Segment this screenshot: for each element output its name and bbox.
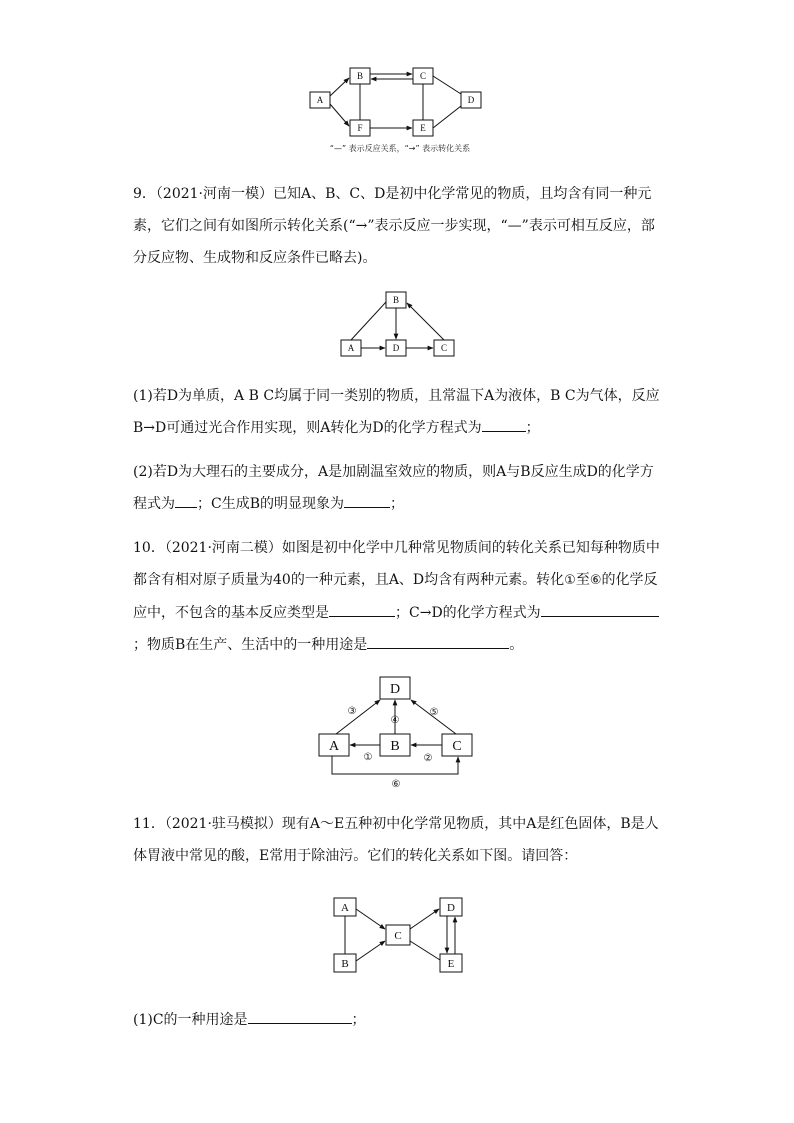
q10-edge-label-2: ②: [423, 753, 433, 764]
q10-edge-label-1: ①: [363, 752, 373, 763]
q10-stem-end: 。: [509, 637, 524, 653]
q10-edge-label-5: ⑤: [429, 707, 439, 718]
q11-label-B: B: [341, 958, 349, 970]
q9-sub2: [133, 456, 663, 520]
q10-stem-d: ；C→D的化学方程式为: [395, 605, 541, 621]
q9-number: 9．: [133, 186, 156, 202]
q10-stem-c: 的化学反应中，不包含的基本反应类型是: [133, 572, 658, 621]
q10-source: （2021·河南二模）: [164, 540, 282, 556]
q10-stem-a: 如图是初中化学中几种常见物质间的转化关系已知每种物质中都含有相对原子质量为40的一种元素，且A、D均含有两种元素。转化: [133, 540, 660, 588]
q11-sub1-blank[interactable]: [248, 1009, 352, 1024]
q9-sub2-text-b: ；C生成B的明显现象为: [197, 496, 344, 512]
q9-sub2-blank-2[interactable]: [344, 493, 390, 508]
q9-label-B: B: [392, 295, 400, 305]
fig1-label-F: F: [357, 123, 363, 133]
fig1-label-D: D: [467, 95, 475, 105]
q9-label-C: C: [440, 343, 448, 353]
figure-1-diagram: [300, 62, 500, 142]
q10-stem-e: ；物质B在生产、生活中的一种用途是: [133, 637, 368, 653]
q10-label-B: B: [390, 739, 400, 754]
q9-stem-text: 已知A、B、C、D是初中化学常见的物质，且均含有同一种元素，它们之间有如图所示转化关系(“→”表示反应一步实现，“—”表示可相互反应，部分反应物、生成物和反应条件已略去)。: [133, 186, 655, 266]
q10-number: 10．: [133, 540, 165, 556]
fig1-label-C: C: [419, 71, 427, 81]
q9-sub2-text-a: (2)若D为大理石的主要成分，A是加剧温室效应的物质，则A与B反应生成D的化学方程式为: [133, 464, 654, 512]
q10-edge-label-4: ④: [390, 715, 400, 726]
q9-sub1-blank[interactable]: [482, 417, 526, 432]
q9-stem: [133, 178, 663, 274]
q11-stem-text: 现有A～E五种初中化学常见物质，其中A是红色固体，B是人体胃液中常见的酸，E常用于除油污。它们的转化关系如下图。请回答：: [133, 816, 659, 864]
q10-diagram: [316, 674, 480, 792]
q9-label-D: D: [392, 343, 400, 353]
q9-label-A: A: [347, 343, 355, 353]
q10-blank-2[interactable]: [541, 602, 659, 617]
q10-circ-1: ①: [564, 573, 576, 588]
q10-circ-6: ⑥: [589, 573, 602, 588]
q9-source: （2021·河南一模）: [155, 186, 274, 202]
q11-label-E: E: [447, 958, 455, 970]
q11-diagram: [326, 892, 470, 976]
q9-sub1-end: ；: [525, 420, 540, 436]
fig1-label-E: E: [420, 123, 426, 133]
q10-blank-1[interactable]: [329, 602, 395, 617]
q10-label-C: C: [452, 739, 462, 754]
q10-stem-b: 至: [575, 572, 590, 588]
q11-sub1: [133, 1004, 663, 1036]
q10-edge-label-3: ③: [347, 706, 357, 717]
q10-label-D: D: [389, 682, 401, 697]
q11-label-C: C: [394, 930, 402, 942]
q11-stem: [133, 808, 663, 872]
q9-sub1-text: (1)若D为单质，A B C均属于同一类别的物质，且常温下A为液体，B C为气体，反应B→D可通过光合作用实现，则A转化为D的化学方程式为: [133, 388, 660, 436]
q10-stem: [133, 532, 663, 661]
fig1-label-B: B: [356, 71, 364, 81]
q9-sub1: [133, 380, 663, 444]
q10-blank-3[interactable]: [367, 634, 509, 649]
q9-sub2-blank-1[interactable]: [175, 493, 197, 508]
q11-number: 11．: [133, 816, 165, 832]
q11-label-D: D: [447, 902, 455, 914]
fig1-legend: “—” 表示反应关系，“→” 表示转化关系: [329, 144, 471, 153]
q9-sub2-end: ；: [390, 496, 404, 512]
q11-sub1-end: ；: [351, 1012, 366, 1028]
q9-diagram: [334, 288, 464, 363]
q11-sub1-text: (1)C的一种用途是: [133, 1012, 248, 1028]
q11-label-A: A: [341, 902, 349, 914]
q10-label-A: A: [328, 739, 340, 754]
fig1-label-A: A: [316, 95, 324, 105]
q10-edge-label-6: ⑥: [391, 779, 401, 790]
q11-source: （2021·驻马模拟）: [164, 816, 282, 832]
